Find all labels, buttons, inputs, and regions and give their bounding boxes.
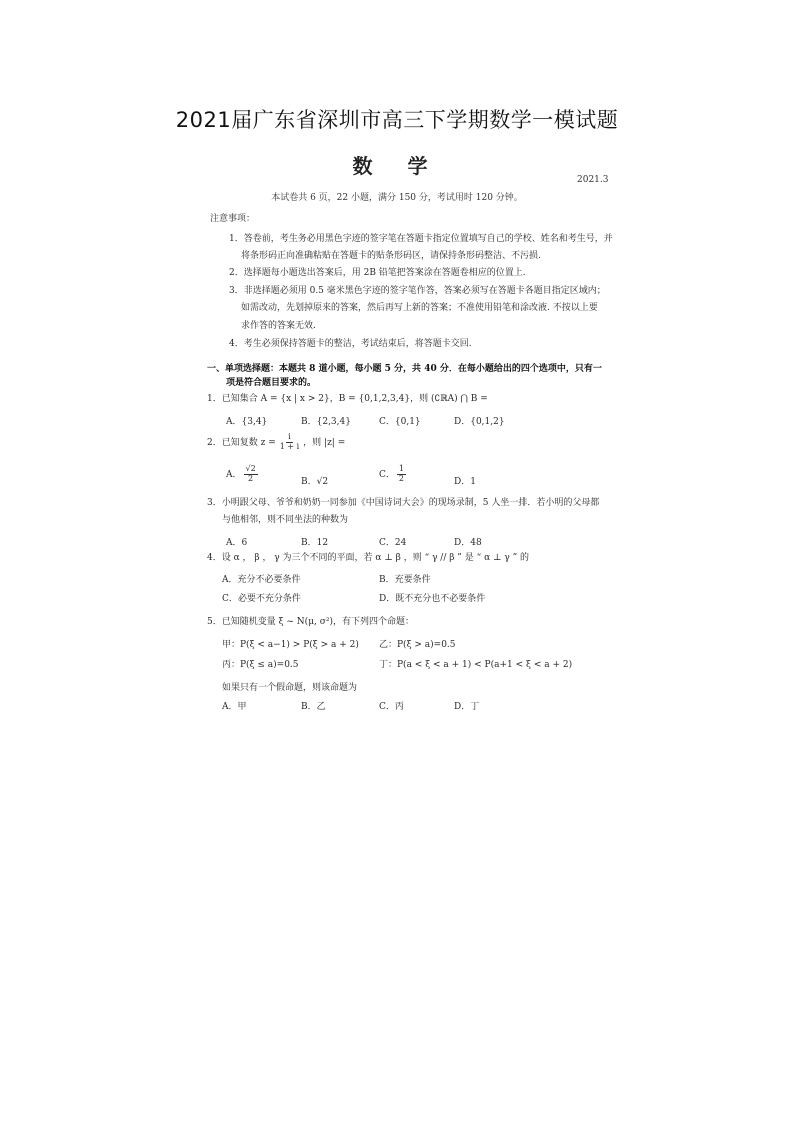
notice-item: 4．考生必须保持答题卡的整洁，考试结束后，将答题卡交回. (229, 339, 472, 349)
q5-proposition-ding: 丁：P(a < ξ < a + 1) < P(a+1 < ξ < a + 2) (379, 660, 573, 670)
q1-option-c: C．{0,1} (379, 417, 421, 427)
q2-fraction (278, 433, 301, 452)
q3-option-a: A．6 (226, 538, 248, 548)
q5-question: 如果只有一个假命题，则该命题为 (222, 683, 358, 693)
question-4-stem: 4．设 α ， β ， γ 为三个不同的平面，若 α ⊥ β ，则 “ γ // β ” 是 “ α ⊥ γ ” 的 (207, 553, 530, 563)
q5-proposition-bing: 丙：P(ξ ≤ a)=0.5 (222, 660, 299, 670)
q3-option-b: B．12 (301, 538, 329, 548)
q5-proposition-jia: 甲：P(ξ < a−1) > P(ξ > a + 2) (222, 640, 359, 650)
q2-option-c-denominator: 2 (398, 473, 404, 483)
q2-option-a-numerator: √2 (245, 464, 256, 473)
q5-option-a: A．甲 (222, 702, 247, 712)
question-2-stem (207, 433, 345, 452)
q2-fraction-denominator: 1 + i (279, 441, 300, 451)
q4-option-c: C．必要不充分条件 (222, 594, 301, 604)
q2-option-c-numerator: 1 (398, 464, 404, 473)
q4-option-a: A．充分不必要条件 (222, 575, 301, 585)
q2-option-c (379, 465, 408, 484)
section-heading: 一、单项选择题：本题共 8 道小题，每小题 5 分，共 40 分．在每小题给出的四个选项中，只有一 (207, 364, 602, 374)
section-heading-cont: 项是符合题目要求的。 (226, 378, 317, 388)
q2-option-b: B．√2 (301, 477, 329, 487)
q3-option-c: C．24 (379, 538, 407, 548)
q4-option-d: D．既不充分也不必要条件 (379, 594, 486, 604)
q2-option-a (226, 465, 260, 484)
q3-option-d: D．48 (454, 538, 482, 548)
question-5-stem: 5．已知随机变量 ξ ~ N(μ, σ²)，有下列四个命题： (207, 617, 415, 627)
notice-heading: 注意事项： (210, 214, 256, 224)
question-3-stem: 3．小明跟父母、爷爷和奶奶一同参加《中国诗词大会》的现场录制，5 人坐一排．若小明的父母都 (207, 498, 600, 508)
q5-option-b: B．乙 (301, 702, 326, 712)
notice-item: 1．答卷前，考生务必用黑色字迹的签字笔在答题卡指定位置填写自己的学校、姓名和考生号，并 (229, 234, 613, 244)
notice-item: 如需改动，先划掉原来的答案，然后再写上新的答案；不准使用铅笔和涂改液. 不按以上要 (241, 303, 598, 313)
q4-option-b: B．充要条件 (379, 575, 431, 585)
q5-proposition-yi: 乙：P(ξ > a)=0.5 (379, 640, 456, 650)
q2-stem-suffix: ，则 |z| = (303, 437, 346, 448)
q2-fraction-numerator: i (288, 432, 291, 441)
notice-item: 2．选择题每小题选出答案后，用 2B 铅笔把答案涂在答题卷相应的位置上. (229, 268, 526, 278)
notice-item: 3．非选择题必须用 0.5 毫米黑色字迹的签字笔作答，答案必须写在答题卡各题目指定区域内； (229, 286, 606, 296)
subject-heading: 数 学 (352, 154, 442, 178)
notice-item: 将条形码正向准确粘贴在答题卡的贴条形码区，请保持条形码整洁、不污损. (241, 251, 541, 261)
exam-info: 本试卷共 6 页，22 小题，满分 150 分，考试用时 120 分钟。 (271, 193, 523, 203)
q2-stem-prefix: 2．已知复数 z = (207, 437, 276, 448)
question-3-stem-cont: 与他相邻，则不同坐法的种数为 (222, 515, 349, 525)
notice-item: 求作答的答案无效. (241, 321, 316, 331)
q1-option-b: B．{2,3,4} (301, 417, 351, 427)
q5-option-c: C．丙 (379, 702, 404, 712)
page-title: 2021届广东省深圳市高三下学期数学一模试题 (175, 108, 619, 132)
q2-option-a-label: A． (226, 469, 242, 480)
question-1-stem: 1．已知集合 A = {x | x > 2}，B = {0,1,2,3,4}，则 (∁ℝA) ⋂ B = (207, 394, 488, 404)
q1-option-a: A．{3,4} (226, 417, 268, 427)
q2-option-d: D．1 (454, 477, 476, 487)
q1-option-d: D．{0,1,2} (454, 417, 505, 427)
q5-option-d: D．丁 (454, 702, 480, 712)
q2-option-a-denominator: 2 (248, 473, 254, 483)
exam-date: 2021.3 (577, 175, 609, 185)
q2-option-c-label: C． (379, 469, 395, 480)
